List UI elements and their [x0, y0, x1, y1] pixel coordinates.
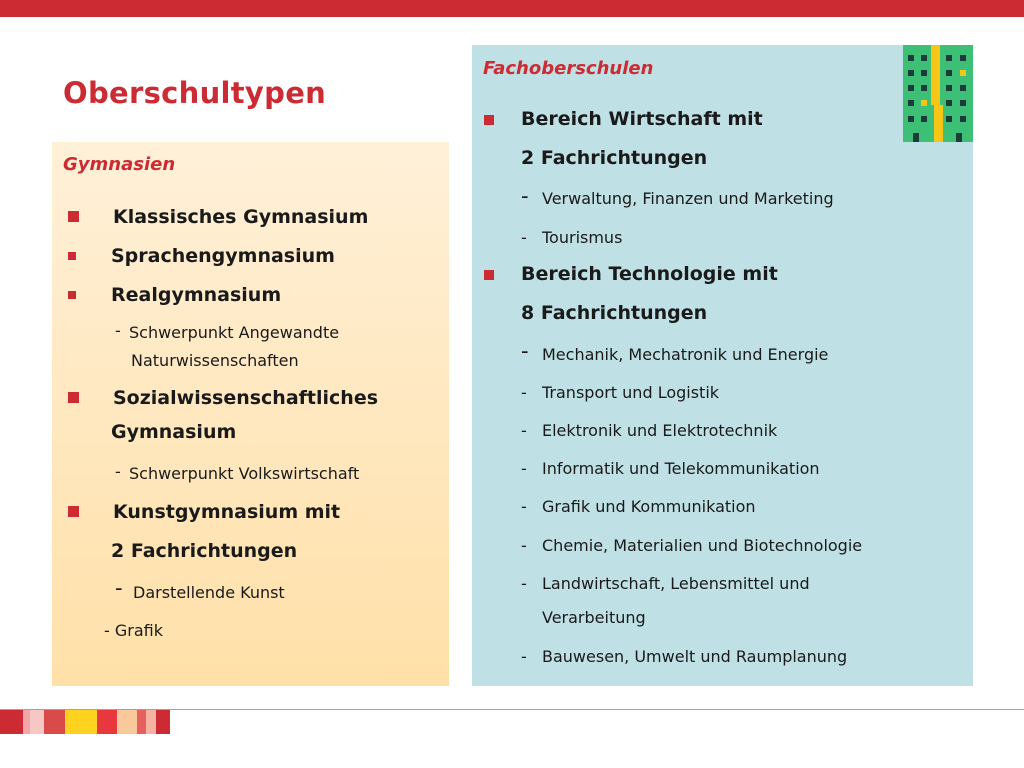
square-bullet-icon — [68, 506, 79, 517]
sub-dash: - — [521, 383, 527, 402]
fos-sub-grafik: Grafik und Kommunikation — [542, 497, 756, 516]
sub-dash: - — [115, 321, 121, 340]
sub-dash: - — [521, 536, 527, 555]
square-bullet-icon — [68, 252, 76, 260]
gymnasien-heading: Gymnasien — [63, 154, 176, 175]
gymnasium-item-sozial: Sozialwissenschaftliches — [113, 387, 379, 409]
sub-dash: - — [521, 184, 529, 208]
fos-item-technologie-cont: 8 Fachrichtungen — [521, 302, 708, 324]
sub-dash: - — [521, 228, 527, 247]
footer-stripe — [0, 710, 23, 734]
gymnasium-item-kunst-cont: 2 Fachrichtungen — [111, 540, 298, 562]
footer-stripe — [146, 710, 156, 734]
fos-sub-chemie: Chemie, Materialien und Biotechnologie — [542, 536, 863, 555]
building-icon — [903, 45, 973, 142]
fos-sub-mechanik: Mechanik, Mechatronik und Energie — [542, 345, 829, 364]
fos-sub-tourismus: Tourismus — [542, 228, 623, 247]
top-accent-bar — [0, 0, 1024, 17]
sub-dash: - — [521, 421, 527, 440]
square-bullet-icon — [68, 291, 76, 299]
square-bullet-icon — [68, 211, 79, 222]
gymnasium-sub-angewandte: Schwerpunkt Angewandte — [129, 323, 340, 342]
sub-dash: - — [521, 459, 527, 478]
fos-sub-transport: Transport und Logistik — [542, 383, 720, 402]
sub-dash: - — [521, 574, 527, 593]
gymnasium-sub-volkswirtschaft: Schwerpunkt Volkswirtschaft — [129, 464, 360, 483]
footer-stripe — [65, 710, 97, 734]
footer-stripe — [156, 710, 170, 734]
sub-dash: - — [521, 647, 527, 666]
square-bullet-icon — [68, 392, 79, 403]
square-bullet-icon — [484, 115, 494, 125]
fos-sub-bauwesen: Bauwesen, Umwelt und Raumplanung — [542, 647, 848, 666]
fos-item-wirtschaft: Bereich Wirtschaft mit — [521, 108, 763, 130]
sub-dash: - — [115, 462, 121, 481]
fos-sub-landwirtschaft: Landwirtschaft, Lebensmittel und — [542, 574, 810, 593]
square-bullet-icon — [484, 270, 494, 280]
gymnasium-item-real: Realgymnasium — [111, 284, 282, 306]
gymnasium-item-kunst: Kunstgymnasium mit — [113, 501, 341, 523]
footer-stripe — [117, 710, 137, 734]
footer-stripe — [44, 710, 65, 734]
gymnasium-item-sprachen: Sprachengymnasium — [111, 245, 335, 267]
footer-stripe — [97, 710, 117, 734]
fos-sub-verwaltung: Verwaltung, Finanzen und Marketing — [542, 189, 834, 208]
sub-dash: - — [521, 497, 527, 516]
fos-sub-verarbeitung: Verarbeitung — [542, 608, 646, 627]
page-title: Oberschultypen — [63, 76, 327, 110]
gymnasium-sub-darstellende: Darstellende Kunst — [133, 583, 285, 602]
sub-dash: - — [115, 576, 123, 600]
fos-item-technologie: Bereich Technologie mit — [521, 263, 778, 285]
footer-stripe — [30, 710, 44, 734]
fos-sub-informatik: Informatik und Telekommunikation — [542, 459, 820, 478]
gymnasium-sub-natur: Naturwissenschaften — [131, 351, 299, 370]
footer-stripe — [23, 710, 30, 734]
gymnasium-item-klassisch: Klassisches Gymnasium — [113, 206, 369, 228]
fachoberschulen-heading: Fachoberschulen — [483, 58, 654, 79]
footer-stripe — [137, 710, 146, 734]
sub-dash: - — [521, 339, 529, 363]
fos-sub-elektronik: Elektronik und Elektrotechnik — [542, 421, 778, 440]
gymnasium-sub-grafik: - Grafik — [104, 621, 163, 640]
gymnasium-item-sozial-cont: Gymnasium — [111, 421, 237, 443]
fos-item-wirtschaft-cont: 2 Fachrichtungen — [521, 147, 708, 169]
